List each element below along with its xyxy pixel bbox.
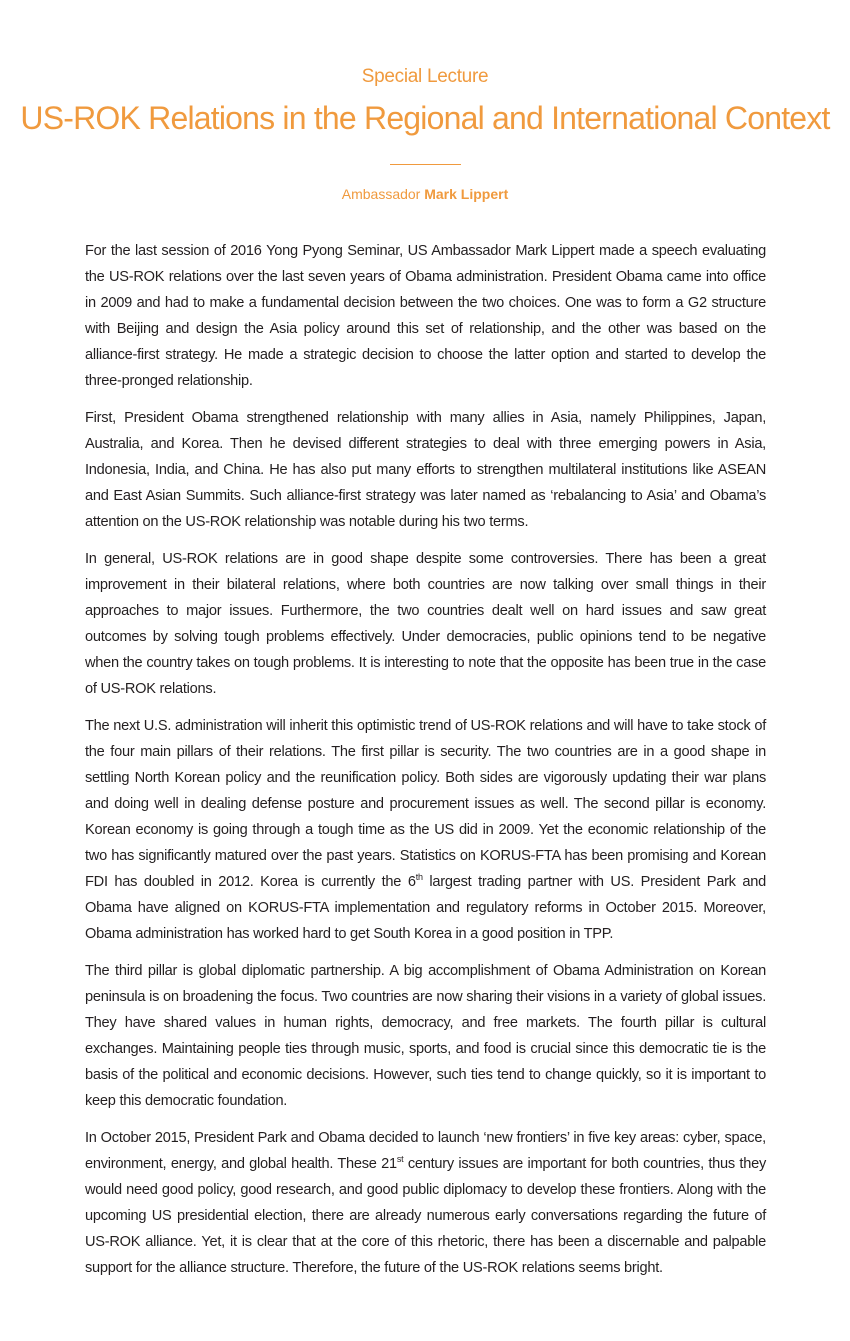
paragraph-6-part-1: In October 2015, President Park and Obama decided to launch ‘new frontiers’ in five key areas: cyber, space, environment, energy, and global health. These 21 xyxy=(85,1130,766,1172)
paragraph-4-part-1: The next U.S. administration will inherit this optimistic trend of US-ROK relations and will have to take stock of the four main pillars of their relations. The first pillar is security. The two countries are in a good shape in settling North Korean policy and the reunification policy. Both sides are vigorously updating their war plans and doing well in dealing defense posture and procurement issues as well. The second pillar is economy. Korean economy is going through a tough time as the US did in 2009. Yet the economic relationship of the two has significantly matured over the past years. Statistics on KORUS-FTA has been promising and Korean FDI has doubled in 2012. Korea is currently the 6 xyxy=(85,718,766,890)
byline-role: Ambassador xyxy=(341,186,421,202)
paragraph-3: In general, US-ROK relations are in good shape despite some controversies. There has been a great improvement in their bilateral relations, where both countries are now talking over small things in their approaches to major issues. Furthermore, the two countries dealt well on hard issues and saw great outcomes by solving tough problems effectively. Under democracies, public opinions tend to be negative when the country takes on tough problems. It is interesting to note that the opposite has been true in the case of US-ROK relations. xyxy=(85,551,766,697)
article-body xyxy=(85,238,766,1292)
paragraph-6 xyxy=(85,1125,766,1281)
paragraph-4-part-2: largest trading partner with US. President Park and Obama have aligned on KORUS-FTA implementation and regulatory reforms in October 2015. Moreover, Obama administration has worked hard to get South Korea in a good position in TPP. xyxy=(85,874,766,942)
paragraph-4 xyxy=(85,713,766,947)
paragraph-1: For the last session of 2016 Yong Pyong Seminar, US Ambassador Mark Lippert made a speech evaluating the US-ROK relations over the last seven years of Obama administration. President Obama came into office in 2009 and had to make a fundamental decision between the two choices. One was to form a G2 structure with Beijing and design the Asia policy around this set of relationship, and the other was based on the alliance-first strategy. He made a strategic decision to choose the latter option and started to develop the three-pronged relationship. xyxy=(85,243,766,389)
title-divider xyxy=(390,164,461,165)
byline xyxy=(0,186,850,202)
paragraph-2: First, President Obama strengthened relationship with many allies in Asia, namely Philippines, Japan, Australia, and Korea. Then he devised different strategies to deal with three emerging powers in Asia, Indonesia, India, and China. He has also put many efforts to strengthen multilateral institutions like ASEAN and East Asian Summits. Such alliance-first strategy was later named as ‘rebalancing to Asia’ and Obama’s attention on the US-ROK relationship was notable during his two terms. xyxy=(85,410,766,530)
paragraph-5: The third pillar is global diplomatic partnership. A big accomplishment of Obama Administration on Korean peninsula is on broadening the focus. Two countries are now sharing their visions in a variety of global issues. They have shared values in human rights, democracy, and free markets. The fourth pillar is cultural exchanges. Maintaining people ties through music, sports, and food is crucial since this democratic tie is the basis of the political and economic decisions. However, such ties tend to change quickly, so it is important to keep this democratic foundation. xyxy=(85,963,766,1109)
section-kicker: Special Lecture xyxy=(361,66,489,87)
byline-name: Mark Lippert xyxy=(424,186,509,202)
ordinal-suffix: st xyxy=(396,1154,404,1164)
paragraph-6-part-2: century issues are important for both countries, thus they would need good policy, good research, and good public diplomacy to develop these frontiers. Along with the upcoming US presidential election, there are already numerous early conversations regarding the future of US-ROK alliance. Yet, it is clear that at the core of this rhetoric, there has been a discernable and palpable support for the alliance structure. Therefore, the future of the US-ROK relations seems bright. xyxy=(85,1156,766,1276)
page-title: US-ROK Relations in the Regional and International Context xyxy=(20,100,830,136)
ordinal-suffix: th xyxy=(415,872,423,882)
